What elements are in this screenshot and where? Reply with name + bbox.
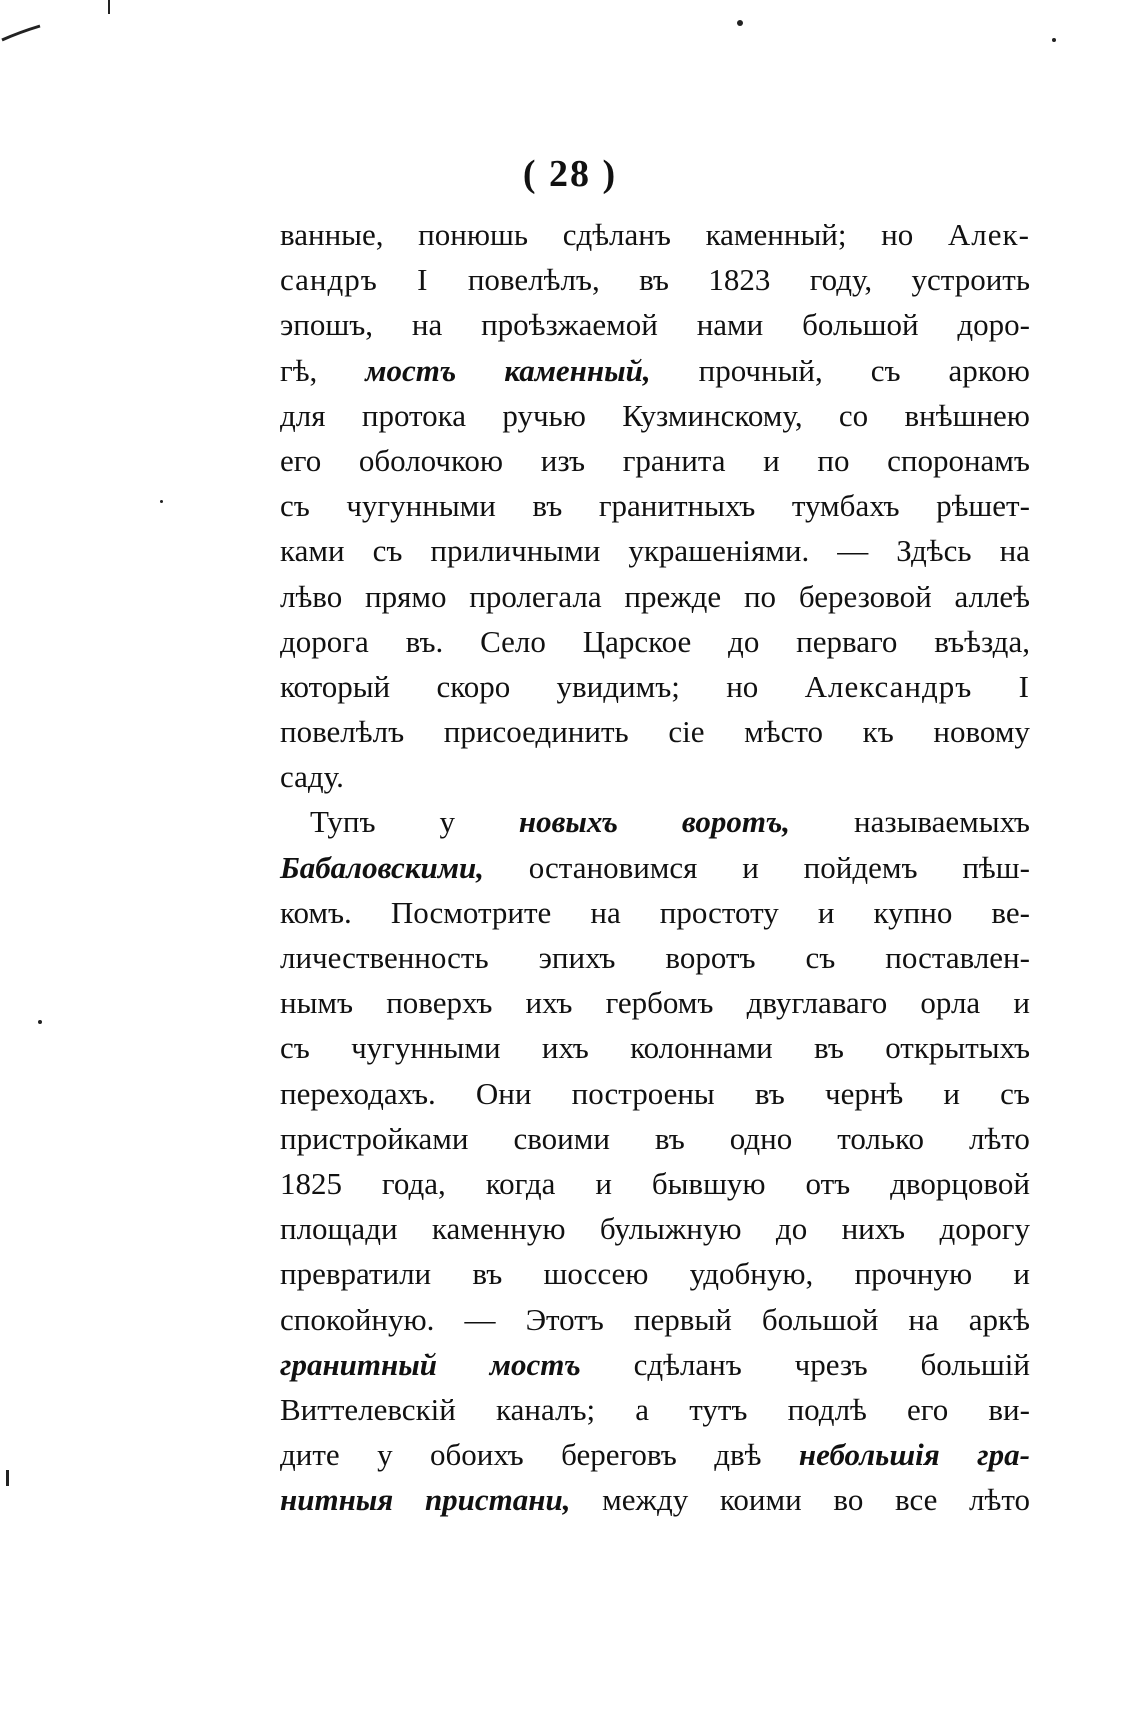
text-line [280, 709, 1030, 754]
text-line [280, 980, 1030, 1025]
word: открытыхъ [885, 1030, 1030, 1066]
word: на [411, 307, 443, 343]
word: — [464, 1301, 496, 1337]
word: и [595, 1165, 612, 1201]
word: но [881, 217, 914, 252]
word: скоро [436, 668, 511, 704]
text-line [280, 935, 1030, 980]
word: лѣво [280, 578, 343, 614]
word: ихъ [541, 1030, 589, 1066]
word: поставлен- [885, 940, 1030, 975]
word: который [280, 668, 391, 704]
word: мостъ [489, 1346, 581, 1382]
word: года, [381, 1165, 446, 1201]
word: шоссею [543, 1256, 649, 1292]
word: на [999, 533, 1030, 569]
word: саду. [280, 759, 344, 795]
word: Царское [582, 623, 692, 659]
text-line [280, 799, 1030, 844]
word: къ [862, 714, 894, 750]
body-text [280, 212, 1030, 1522]
word: съ [372, 533, 403, 569]
text-line [280, 574, 1030, 619]
word: купно [873, 894, 953, 930]
word: чрезъ [794, 1346, 868, 1382]
word: присоединить [443, 714, 629, 750]
text-line [280, 438, 1030, 483]
text-line [280, 1297, 1030, 1342]
word: и [817, 894, 835, 930]
word: мостъ [365, 352, 457, 388]
word: личественность [280, 940, 489, 975]
word: въ [639, 262, 669, 298]
word: большій [920, 1346, 1030, 1382]
word: въ [532, 488, 563, 524]
word: у [377, 1437, 393, 1473]
word: каменную [431, 1211, 566, 1247]
word: протока [361, 397, 467, 433]
text-line [280, 1206, 1030, 1251]
word: подлѣ [787, 1391, 867, 1427]
word: небольшія [798, 1437, 940, 1473]
word: двѣ [714, 1437, 762, 1473]
word: дорога [280, 623, 369, 659]
word: понюшь [418, 217, 529, 252]
word: эпошъ, [280, 307, 374, 343]
word: пристани, [424, 1482, 571, 1518]
text-line [280, 1025, 1030, 1070]
word: сдѣланъ [633, 1346, 742, 1382]
word: рѣшет- [936, 488, 1030, 524]
word: коими [719, 1482, 802, 1518]
word: аллеѣ [954, 578, 1030, 614]
word: пѣш- [962, 849, 1030, 885]
word: и [763, 442, 780, 478]
text-line [280, 664, 1030, 709]
word: сдѣланъ [562, 217, 671, 252]
text-line [280, 1342, 1030, 1387]
word: въ [654, 1120, 685, 1156]
word: чернѣ [824, 1075, 904, 1111]
word: сандръ [280, 262, 378, 298]
word: украшеніями. [628, 533, 810, 569]
text-line [280, 528, 1030, 573]
word: изъ [540, 442, 586, 478]
word: остановимся [528, 849, 698, 885]
text-line [280, 1116, 1030, 1161]
word: съ [870, 352, 901, 388]
word: прямо [365, 578, 447, 614]
word: до [728, 623, 760, 659]
word: Они [475, 1075, 532, 1111]
text-line [280, 348, 1030, 393]
word: для [280, 397, 326, 433]
word: эпихъ [538, 940, 616, 975]
word: поверхъ [386, 985, 493, 1021]
word: въ [472, 1256, 503, 1292]
text-line [280, 1071, 1030, 1116]
word: Здѣсь [896, 533, 972, 569]
word: нами [696, 307, 764, 343]
word: Село [480, 623, 546, 659]
word: все [895, 1482, 938, 1518]
word: только [837, 1120, 925, 1156]
word: Кузминскому, [622, 397, 803, 433]
word: тутъ [689, 1391, 748, 1427]
word: ками [280, 533, 345, 569]
word: булыжную [599, 1211, 742, 1247]
word: Алек- [947, 217, 1030, 252]
word: перваго [796, 623, 898, 659]
word: въ [754, 1075, 785, 1111]
word: прежде [624, 578, 722, 614]
word: аркѣ [968, 1301, 1030, 1337]
word: переходахъ. [280, 1075, 436, 1111]
scan-speck [108, 0, 110, 14]
word: ви- [988, 1391, 1030, 1427]
word: пойдемъ [803, 849, 918, 885]
word: году, [809, 262, 873, 298]
word: площади [280, 1211, 398, 1247]
word: оболочкою [358, 442, 504, 478]
word: ручью [502, 397, 586, 433]
scan-speck [1052, 38, 1056, 42]
scan-speck [737, 20, 743, 26]
scan-speck [160, 500, 163, 503]
word: березовой [798, 578, 932, 614]
word: большой [761, 1301, 879, 1337]
word: каменный; [705, 217, 847, 252]
word: Посмотрите [390, 894, 552, 930]
word: каменный, [504, 352, 651, 388]
word: между [602, 1482, 689, 1518]
text-line [280, 619, 1030, 664]
word: ванные, [280, 217, 384, 252]
word: называемыхъ [853, 804, 1030, 840]
text-line [280, 1161, 1030, 1206]
word: гранита [622, 442, 726, 478]
word: и [742, 849, 759, 885]
word: гѣ, [280, 352, 318, 388]
word: лѣто [969, 1482, 1030, 1518]
word: береговъ [561, 1437, 677, 1473]
text-line [280, 393, 1030, 438]
word: дорогу [939, 1211, 1030, 1247]
word: его [907, 1391, 949, 1427]
scan-speck [6, 1470, 9, 1486]
word: новыхъ [518, 804, 618, 840]
word: Бабаловскими, [280, 849, 484, 885]
word: большой [802, 307, 919, 343]
word: съ [280, 1030, 310, 1066]
text-line [280, 1477, 1030, 1522]
word: аркою [948, 352, 1030, 388]
word: на [908, 1301, 939, 1337]
word: проѣзжаемой [481, 307, 658, 343]
word: колоннами [630, 1030, 773, 1066]
word: Тупъ [310, 804, 376, 840]
word: и [1013, 985, 1030, 1021]
word: новому [933, 714, 1030, 750]
word: приличными [430, 533, 601, 569]
word: Александръ [804, 668, 973, 704]
word: увидимъ; [556, 668, 680, 704]
word: Этотъ [525, 1301, 604, 1337]
word: доро- [957, 307, 1030, 343]
word: въ [814, 1030, 844, 1066]
word: повелѣлъ [280, 714, 405, 750]
word: ве- [991, 894, 1030, 930]
word: — [837, 533, 869, 569]
text-line [280, 890, 1030, 935]
word: устроить [911, 262, 1030, 298]
word: мѣсто [744, 714, 823, 750]
word: превратили [280, 1256, 432, 1292]
word: съ [1000, 1075, 1030, 1111]
word: воротъ, [681, 804, 791, 840]
word: орла [920, 985, 981, 1021]
word: каналъ; [496, 1391, 596, 1427]
word: чугунными [351, 1030, 501, 1066]
word: когда [485, 1165, 556, 1201]
word: у [439, 804, 455, 840]
word: сіе [668, 714, 705, 750]
word: и [943, 1075, 961, 1111]
word: повелѣлъ, [467, 262, 600, 298]
word: ихъ [525, 985, 573, 1021]
word: удобную, [689, 1256, 814, 1292]
word: и [1013, 1256, 1030, 1292]
text-line [280, 302, 1030, 347]
word: пролегала [469, 578, 602, 614]
word: нитныя [280, 1482, 394, 1518]
word: нымъ [280, 985, 354, 1021]
word: въѣзда, [934, 623, 1030, 659]
word: по [743, 578, 777, 614]
word: лѣто [968, 1120, 1030, 1156]
word: внѣшнею [904, 397, 1030, 433]
word: одно [729, 1120, 793, 1156]
word: по [817, 442, 850, 478]
word: но [726, 668, 759, 704]
text-line [280, 754, 1030, 799]
text-line [280, 212, 1030, 257]
word: чугунными [346, 488, 496, 524]
word: тумбахъ [791, 488, 900, 524]
word: Виттелевскій [280, 1391, 456, 1427]
word: на [590, 894, 621, 930]
text-line [280, 483, 1030, 528]
word: въ. [405, 623, 444, 659]
word: своими [513, 1120, 610, 1156]
word: нихъ [841, 1211, 906, 1247]
word: воротъ [665, 940, 756, 975]
word: гранитный [280, 1346, 437, 1382]
word: бывшую [651, 1165, 766, 1201]
word: I [417, 262, 429, 298]
word: I [1018, 668, 1030, 704]
word: дите [280, 1437, 340, 1473]
word: простоту [659, 894, 779, 930]
word: обоихъ [429, 1437, 524, 1473]
word: съ [280, 488, 310, 524]
text-line [280, 1387, 1030, 1432]
binding-mark [0, 0, 60, 60]
word: спокойную. [280, 1301, 435, 1337]
scan-speck [38, 1020, 42, 1024]
word: дворцовой [890, 1165, 1030, 1201]
word: 1823 [708, 262, 771, 298]
word: споронамъ [887, 442, 1030, 478]
text-line [280, 1432, 1030, 1477]
word: во [833, 1482, 864, 1518]
word: пристройками [280, 1120, 469, 1156]
word: со [838, 397, 869, 433]
word: отъ [805, 1165, 851, 1201]
word: гранитныхъ [598, 488, 756, 524]
text-line [280, 845, 1030, 890]
page-number: ( 28 ) [522, 153, 618, 195]
word: прочный, [698, 352, 823, 388]
word: 1825 [280, 1165, 342, 1201]
word: гра- [977, 1437, 1030, 1473]
word: съ [805, 940, 836, 975]
word: первый [633, 1301, 732, 1337]
word: комъ. [280, 894, 352, 930]
word: двуглаваго [746, 985, 888, 1021]
word: построены [571, 1075, 715, 1111]
word: а [635, 1391, 650, 1427]
word: его [280, 442, 322, 478]
word: до [775, 1211, 808, 1247]
word: гербомъ [605, 985, 714, 1021]
text-line [280, 1251, 1030, 1296]
text-line [280, 257, 1030, 302]
word: прочную [854, 1256, 973, 1292]
